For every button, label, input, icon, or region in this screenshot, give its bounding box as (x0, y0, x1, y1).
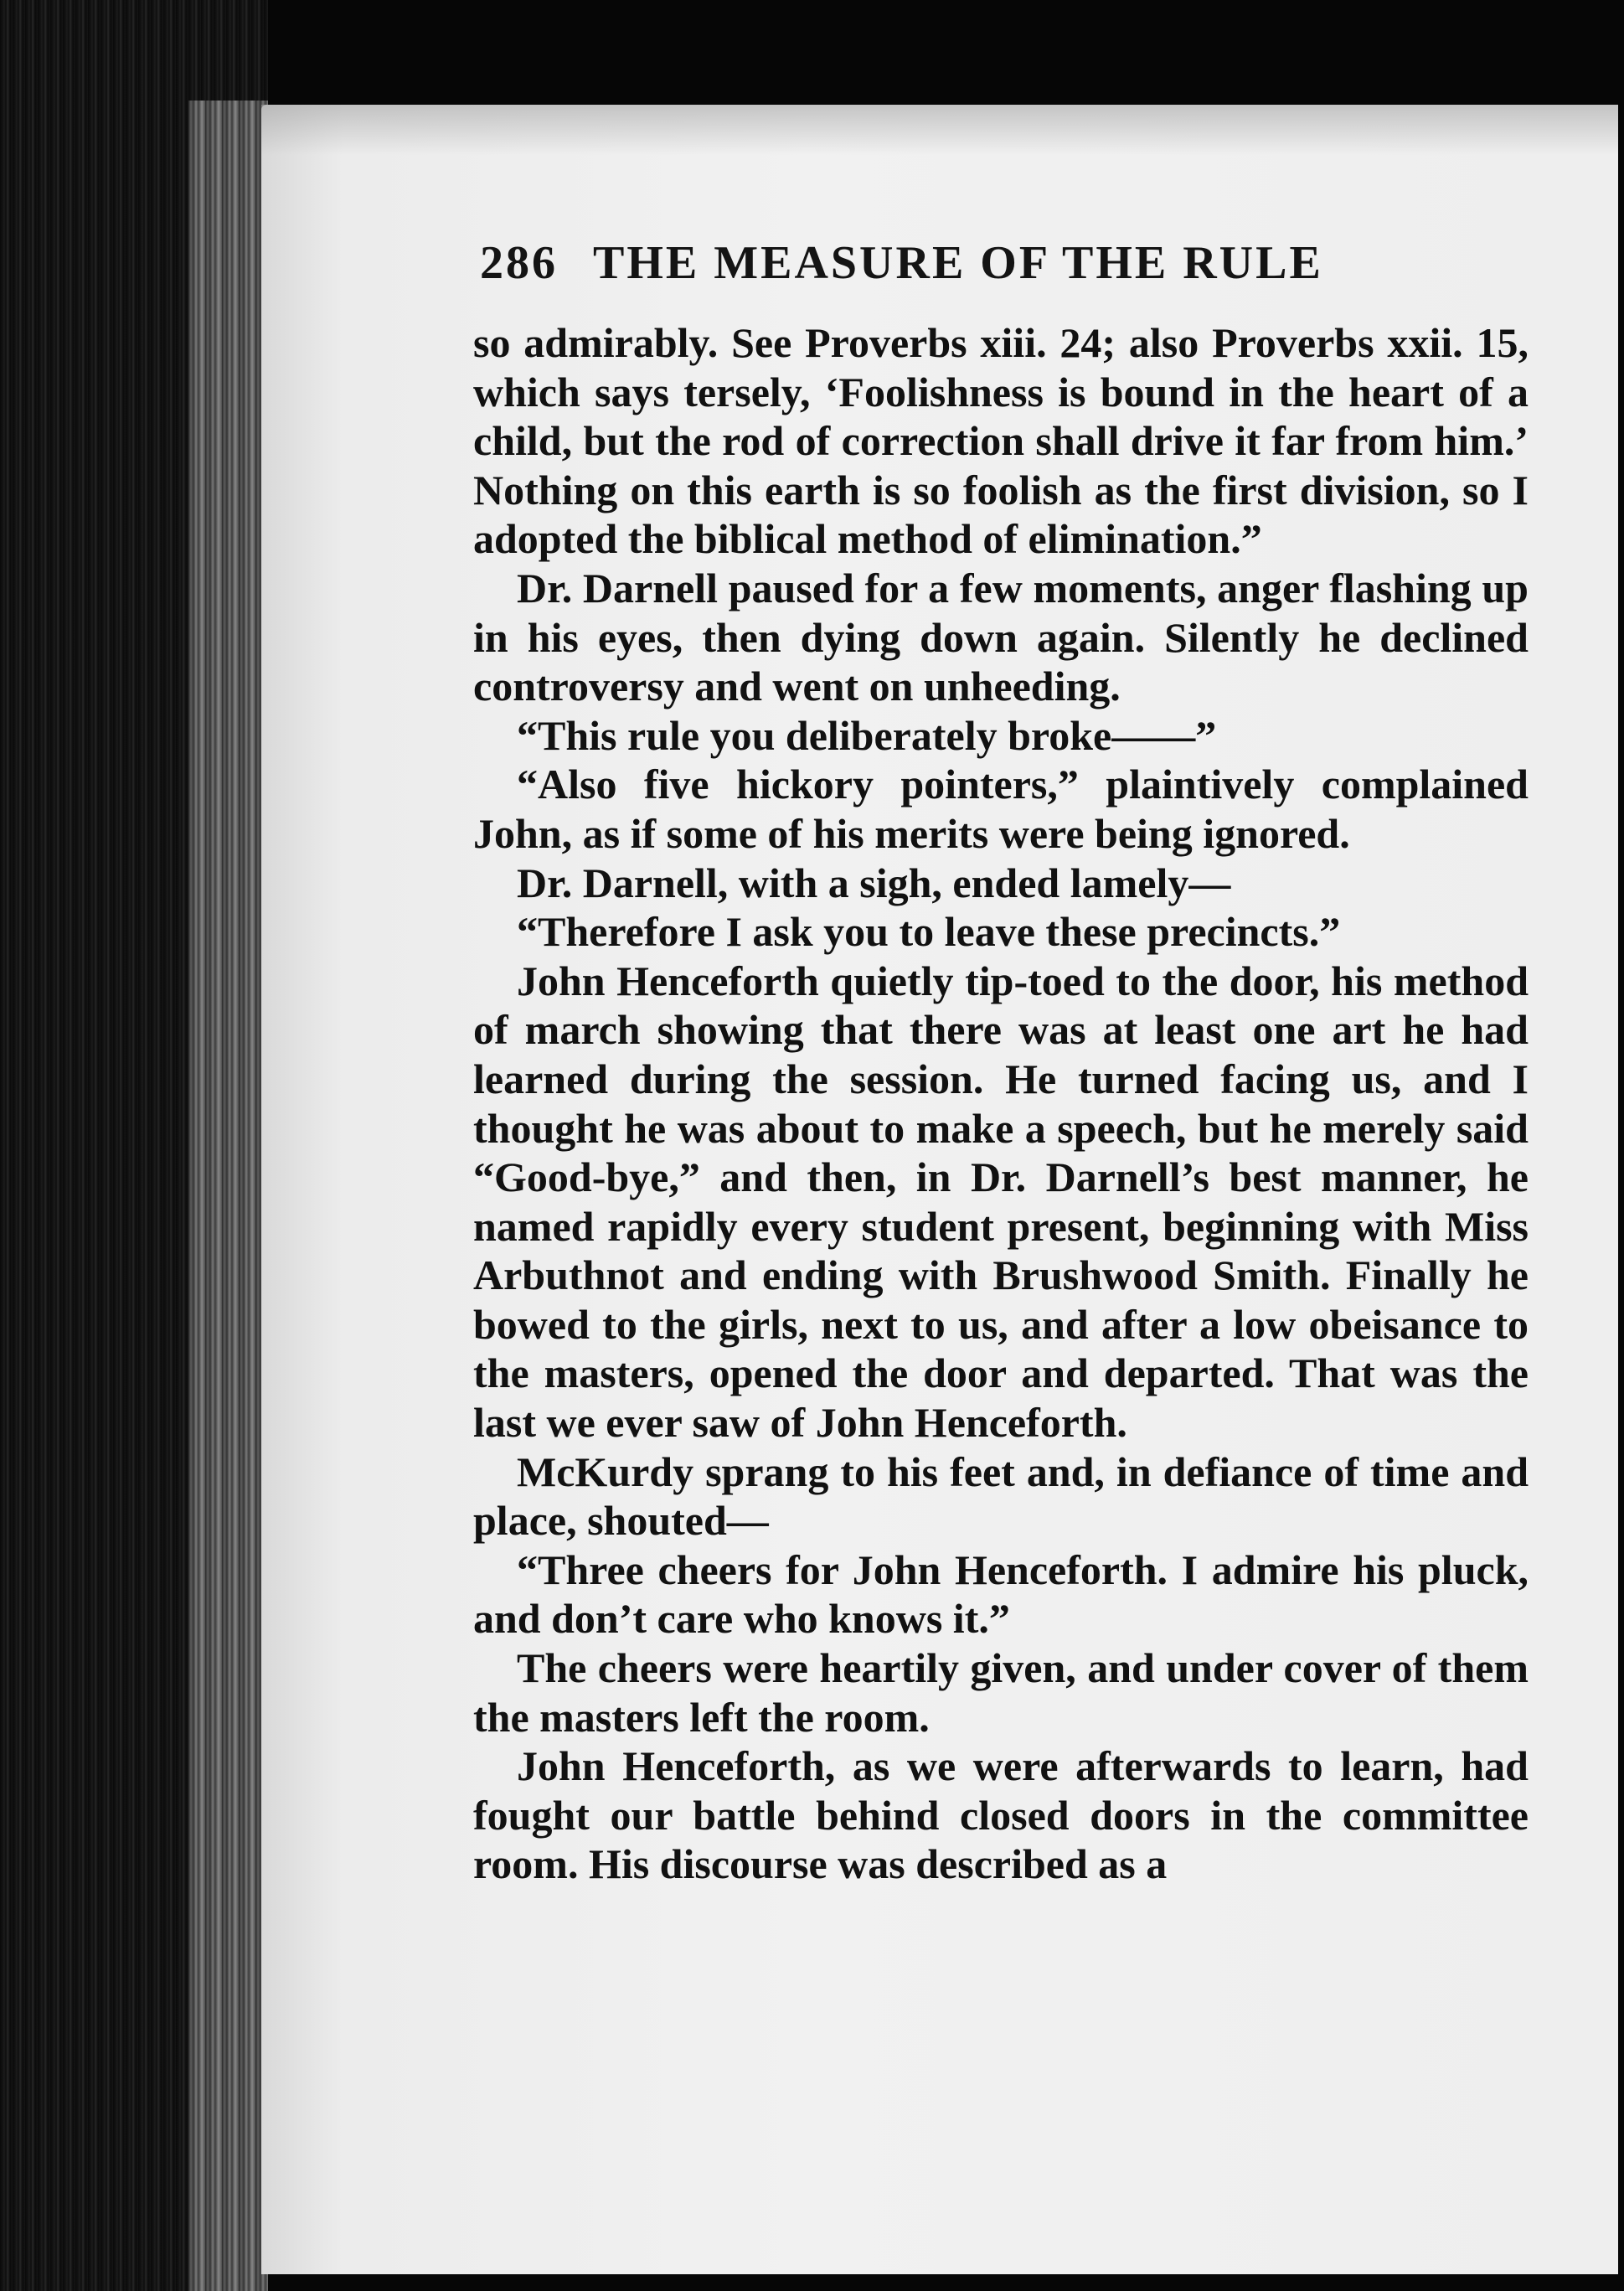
page-shadow (261, 105, 1618, 155)
paragraph: “Also five hickory pointers,” plaintively complained John, as if some of his merits were being ignored. (473, 761, 1529, 857)
paragraph: Dr. Darnell, with a sigh, ended lamely— (517, 859, 1231, 906)
page-number: 286 (480, 237, 558, 289)
paragraph: The cheers were heartily given, and under cover of them the masters left the room. (473, 1644, 1529, 1741)
body-text (473, 318, 1529, 1889)
running-header (480, 236, 1401, 290)
paragraph: McKurdy sprang to his feet and, in defiance of time and place, shouted— (473, 1447, 1529, 1545)
paragraph: John Henceforth quietly tip-toed to the door, his method of march showing that there was at least one art he had learned during the session. He turned facing us, and I thought he was about to make a speech, but he merely said “Good-bye,” and then, in Dr. Darnell’s best manner, he named rapidly every student present, beginning with Miss Arbuthnot and ending with Brushwood Smith. Finally he bowed to the girls, next to us, and after a low obeisance to the masters, opened the door and departed. That was the last we ever saw of John Henceforth. (473, 957, 1529, 1447)
paragraph: “This rule you deliberately broke——” (517, 711, 1217, 759)
running-head-title: THE MEASURE OF THE RULE (593, 237, 1323, 289)
paragraph: “Three cheers for John Henceforth. I admire his pluck, and don’t care who knows it.” (473, 1545, 1529, 1643)
paragraph: John Henceforth, as we were afterwards to learn, had fought our battle behind closed doors in the committee room. His discourse was described as a (473, 1742, 1529, 1888)
paragraph: “Therefore I ask you to leave these precincts.” (517, 908, 1341, 956)
page-edge-stack (188, 101, 268, 2291)
paragraph: Dr. Darnell paused for a few moments, anger flashing up in his eyes, then dying down again. Silently he declined controversy and went on unheeding. (473, 564, 1529, 710)
paragraph: so admirably. See Proverbs xiii. 24; also Proverbs xxii. 15, which says tersely, ‘Foolishness is bound in the heart of a child, but the rod of correction shall drive it far from him.’ Nothing on this earth is so foolish as the first division, so I adopted the biblical method of elimination.” (473, 319, 1529, 563)
